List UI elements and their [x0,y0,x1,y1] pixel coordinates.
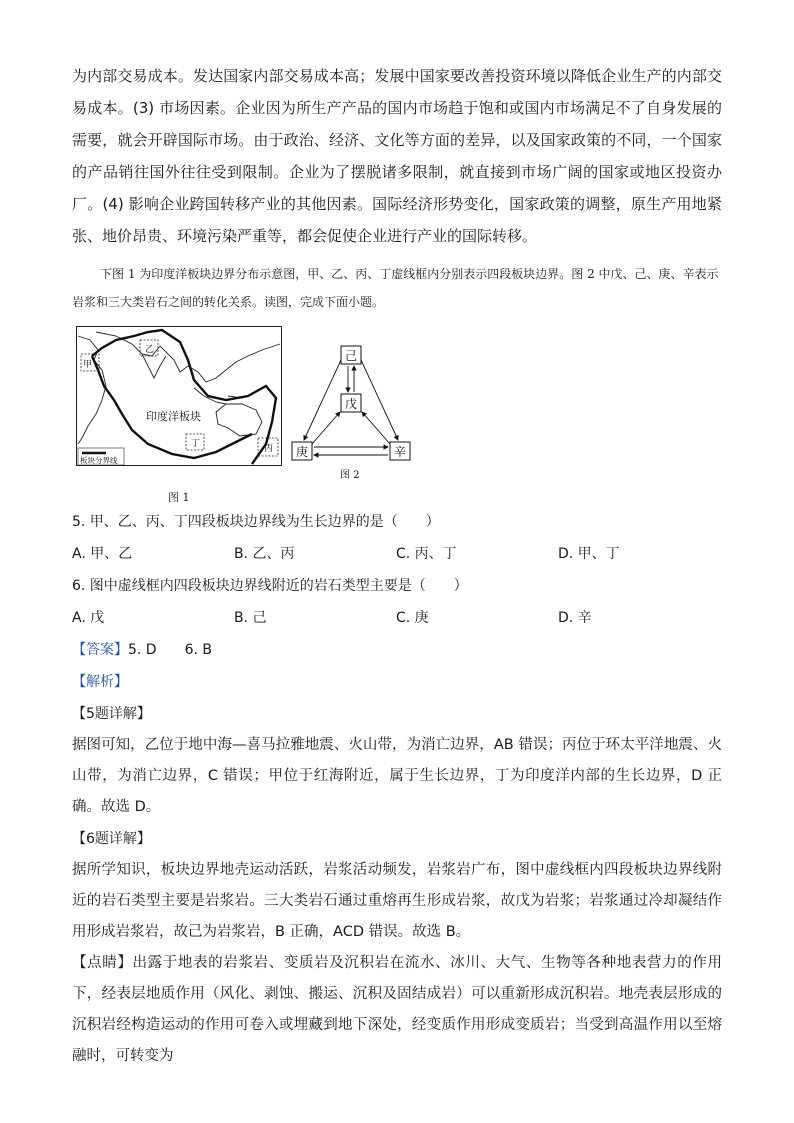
node-geng: 庚 [296,445,309,459]
figure2-caption: 图 2 [340,470,360,481]
box-label-ding: 丁 [191,439,201,449]
q5-option-c[interactable]: C. 丙、丁 [396,546,457,562]
box-label-jia: 甲 [83,360,93,370]
q6-option-b[interactable]: B. 己 [234,610,267,626]
q6-option-d[interactable]: D. 辛 [558,610,592,626]
box-label-yi: 乙 [145,345,155,355]
plate-label: 印度洋板块 [146,410,201,423]
detail5-text: 据图可知，乙位于地中海—喜马拉雅地震、火山带，为消亡边界，AB 错误；丙位于环太平洋地震、火山带，为消亡边界，C 错误；甲位于红海附近，属于生长边界，丁为印度洋内部的生长边界，D 正确。故选 D。 [72,737,722,815]
node-wu: 戊 [345,397,358,411]
q5-option-a[interactable]: A. 甲、乙 [72,546,133,562]
q6-option-a[interactable]: A. 戊 [72,610,105,626]
question-intro: 下图 1 为印度洋板块边界分布示意图，甲、乙、丙、丁虚线框内分别表示四段板块边界。图 2 中戊、己、庚、辛表示岩浆和三大类岩石之间的转化关系。读图，完成下面小题。 [72,267,719,309]
analysis-line [72,666,722,698]
question-5-options [72,538,722,570]
box-label-bing: 丙 [264,444,274,454]
detail6-text: 据所学知识，板块边界地壳运动活跃，岩浆活动频发，岩浆岩广布，图中虚线框内四段板块边界线附近的岩石类型主要是岩浆岩。三大类岩石通过重熔再生形成岩浆，故戊为岩浆；岩浆通过冷却凝结作用形成岩浆岩，故己为岩浆岩，B 正确，ACD 错误。故选 B。 [72,862,722,940]
figure2-rock-cycle [286,342,416,482]
document-page [72,60,722,1072]
answer-tag: 【答案】 [72,642,128,658]
figure1-map [76,326,282,466]
question-6-stem: 6. 图中虚线框内四段板块边界线附近的岩石类型主要是（ ） [72,578,468,594]
highlight-paragraph [72,948,722,1072]
question-6-options [72,602,722,634]
legend-label: 板块分界线 [80,456,118,465]
figures-area [72,326,722,506]
q5-option-d[interactable]: D. 甲、丁 [558,546,620,562]
node-ji: 己 [345,349,358,363]
detail5-heading: 【5题详解】 [72,706,151,722]
answer-line [72,634,722,666]
paragraph-market-factors: 为内部交易成本。发达国家内部交易成本高；发展中国家要改善投资环境以降低企业生产的内部交易成本。(3) 市场因素。企业因为所生产产品的国内市场趋于饱和或国内市场满足不了自身发展的需要，就会开辟国际市场。由于政治、经济、文化等方面的差异，以及国家政策的不同，一个国家的产品销往国外往往受到限制。企业为了摆脱诸多限制，就直接到市场广阔的国家或地区投资办厂。(4) 影响企业跨国转移产业的其他因素。国际经济形势变化，国家政策的调整，原生产用地紧张、地价昂贵、环境污染严重等，都会促使企业进行产业的国际转移。 [72,67,722,245]
answer-text: 5. D 6. B [128,642,212,658]
analysis-tag: 【解析】 [72,674,128,690]
highlight-tag: 【点睛】 [72,955,133,971]
highlight-text: 出露于地表的岩浆岩、变质岩及沉积岩在流水、冰川、大气、生物等各种地表营力的作用下，经表层地质作用（风化、剥蚀、搬运、沉积及固结成岩）可以重新形成沉积岩。地壳表层形成的沉积岩经构造运动的作用可卷入或埋藏到地下深处，经变质作用形成变质岩；当受到高温作用以至熔融时，可转变为 [72,955,723,1064]
question-5-stem: 5. 甲、乙、丙、丁四段板块边界线为生长边界的是（ ） [72,514,440,530]
detail6-heading: 【6题详解】 [72,831,151,847]
q5-option-b[interactable]: B. 乙、丙 [234,546,295,562]
node-xin: 辛 [394,445,407,459]
figure1-caption: 图 1 [168,491,190,504]
q6-option-c[interactable]: C. 庚 [396,610,429,626]
